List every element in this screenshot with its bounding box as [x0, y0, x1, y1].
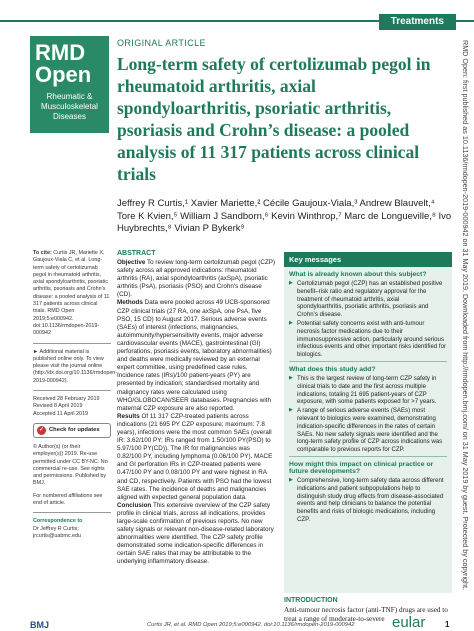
key-list-1 — [284, 280, 452, 359]
methods-label: Methods — [117, 299, 143, 307]
side-download-note — [455, 40, 471, 600]
key-question-2: What does this study add? — [289, 365, 376, 373]
cite-label: To cite: — [33, 250, 52, 256]
abstract — [117, 250, 276, 567]
accepted-date: Accepted 11 April 2019 — [33, 410, 89, 417]
logo-line1: RMD — [35, 40, 86, 65]
abstract-heading: ABSTRACT — [117, 250, 156, 257]
check-updates-label: Check for updates — [49, 427, 100, 434]
objective-text: To review long-term certolizumab pegol (CZP) safety across all approved indications: rheumatoid arthritis (RA), axial spondyloarthritis (axSpA), psoriatic arthritis (PsA), psoriasis (PSO) and Crohn’s disease (CD). — [117, 259, 276, 299]
footer-citation: Curtis JR, et al. RMD Open 2019;5:e000942. doi:10.1136/rmdopen-2019-000942 — [147, 622, 355, 628]
abstract-objective — [117, 259, 276, 299]
key-list-item: ▶ Potential safety concerns exist with anti-tumour necrosis factor medications due to their immunosuppressive action, particularly around serious infectious events and other important risks identified for biologics. — [289, 320, 447, 359]
side-note-text: RMD Open: first published as 10.1136/rmdopen-2019-000942 on 31 May 2019. Downloaded from http://rmdopen.bmj.com/ on 31 May 2019 by guest. Protected by copyright. — [461, 40, 470, 591]
bmj-logo: BMJ — [30, 620, 50, 630]
introduction-heading: INTRODUCTION — [284, 597, 338, 604]
key-list-item: ▶ Certolizumab pegol (CZP) has an established positive benefit–risk ratio and regulatory approval for the treatment of rheumatoid arthritis, axial spondyloarthritis, psoriatic arthritis, psoriasis and Crohn’s disease. — [289, 280, 447, 319]
objective-label: Objective — [117, 259, 146, 266]
top-banner — [0, 0, 474, 29]
key-list-item: ▶ This is the largest review of long-term CZP safety in clinical trials to date and the first across multiple indications, totaling 21 695 patient-years of CZP exposure, with some patients exposed for >7 years. — [289, 375, 447, 406]
section-tag: Treatments — [379, 14, 456, 30]
conclusion-label: Conclusion — [117, 501, 152, 509]
abstract-results — [117, 413, 276, 502]
check-updates-icon: ✓ — [38, 426, 45, 433]
key-list-2 — [284, 375, 452, 454]
revised-date: Revised 8 April 2019 — [33, 403, 83, 410]
key-question-3: How might this impact on clinical practice or future developments? — [289, 460, 434, 475]
affiliations-note: For numbered affiliations see end of article. — [33, 492, 103, 507]
key-messages-box — [284, 252, 452, 593]
correspondence-heading: Correspondence to — [33, 518, 83, 525]
received-date: Received 28 February 2019 — [33, 396, 100, 403]
logo-subtitle: Rheumatic & Musculoskeletal Diseases — [41, 92, 98, 121]
key-list-3 — [284, 477, 452, 524]
key-messages-heading: Key messages — [284, 252, 452, 267]
correspondence-block — [33, 518, 111, 540]
results-label: Results — [117, 412, 140, 420]
logo-line2: Open — [35, 62, 92, 87]
abstract-methods — [117, 299, 276, 412]
check-updates-button[interactable] — [33, 423, 111, 438]
divider — [33, 512, 111, 513]
key-question-1: What is already known about this subject? — [289, 271, 427, 278]
journal-logo — [30, 36, 109, 133]
divider — [33, 343, 111, 344]
article-title: Long-term safety of certolizumab pegol in rheumatoid arthritis, axial spondyloarthritis, psoriatic arthritis, psoriasis and Crohn’s disease: a pooled analysis of 11 317 patients across clinical trials — [117, 54, 431, 184]
methods-text: Data were pooled across 49 UCB-sponsored CZP clinical trials (27 RA, one axSpA, one PsA, five PSO, 15 CD) to August 2017. Serious adverse events (SAEs) of interest (infections, malignancies, autoimmunity/hypersensitivity events, major adverse cardiovascular events (MACE), gastrointestinal (GI) perforations, psoriasis events, laboratory abnormalities) and deaths were medically reviewed by an external expert committee, using predefined case rules. Incidence rates (IRs)/100 patient-years (PY) are presented by indication; standardised mortality and malignancy rates were calculated using WHO/GLOBOCAN/SEER databases. Pregnancies with maternal CZP exposure are also reported. — [117, 299, 272, 412]
correspondence-email[interactable]: jrcurtis@uabmc.edu — [33, 532, 82, 539]
citation-block — [33, 250, 111, 338]
additional-material[interactable]: ► Additional material is published online only. To view please visit the journal online (http://dx.doi.org/10.1136/rmdopen-2019-000942). — [33, 348, 118, 384]
divider — [33, 390, 111, 391]
eular-logo: eular — [392, 614, 426, 631]
dates-block — [33, 396, 111, 418]
results-text: Of 11 317 CZP-treated patients across indications (21 695 PY CZP exposure; maximum: 7.8 years), infections were the most common SAEs (overall IR: 3.62/100 PY; IRs ranged from 1.50/100 PY(PSO) to 5.97/100 PY(CD)). The IR for malignancies was 0.82/100 PY, including lymphoma (0.06/100 PY). MACE and GI perforation IRs in CZP-treated patients were 0.47/100 PY and 0.08/100 PY and were highest in RA and CD, respectively. Patients with PSO had the lowest SAE rates. The incidence of deaths and malignancies aligned with expected general population data. — [117, 412, 273, 501]
conclusion-text: This extensive overview of the CZP safety profile in clinical trials, across all indications, provides large-scale confirmation of previous reports. No new safety signals or relevant non-disease-related laboratory abnormalities were identified. The CZP safety profile demonstrated some indication-specific differences in certain SAE rates that may be attributable to the underlying inflammatory disease. — [117, 501, 274, 566]
author-list: Jeffrey R Curtis,¹ Xavier Mariette,² Cécile Gaujoux-Viala,³ Andrew Blauvelt,⁴ Tore K Kvien,⁵ William J Sandborn,⁶ Kevin Winthrop,⁷ Marc de Longueville,⁸ Ivo Huybrechts,⁸ Vivian P Bykerk⁹ — [117, 198, 452, 234]
page-number: 1 — [445, 620, 450, 629]
left-sidebar — [33, 250, 118, 545]
article-type: ORIGINAL ARTICLE — [117, 38, 206, 48]
correspondence-name: Dr Jeffrey R Curtis; — [33, 525, 79, 532]
cite-text: Curtis JR, Mariette X, Gaujoux-Viala C, et al. Long-term safety of certolizumab pegol in rheumatoid arthritis, axial spondyloarthritis, psoriatic arthritis, psoriasis and Crohn’s disease: a pooled analysis of 11 317 patients across clinical trials. RMD Open 2019;5:e000942. doi:10.1136/rmdopen-2019-000942 — [33, 250, 110, 337]
key-list-item: ▶ A range of serious adverse events (SAEs) most relevant to biologics were examined, demonstrating indication-specific differences in the rates of certain SAEs. No new safety signals were identified and the long-term safety profile of CZP across indications was comparable to previous reports for CZP. — [289, 407, 447, 454]
introduction-text: Anti-tumour necrosis factor (anti-TNF) drugs are used to treat a range of moderate-to-severe — [284, 606, 448, 623]
key-list-item: ▶ Comprehensive, long-term safety data across different indications and patient subpopulations help to distinguish study drug effects from disease-associated events and help clinicians to balance the potential benefits and risks of biologic medications, including CZP. — [289, 477, 447, 524]
abstract-conclusion — [117, 502, 276, 567]
copyright-text: © Author(s) (or their employer(s)) 2019. Re-use permitted under CC BY-NC. No commercial re-use. See rights and permissions. Published by BMJ. — [33, 443, 108, 487]
